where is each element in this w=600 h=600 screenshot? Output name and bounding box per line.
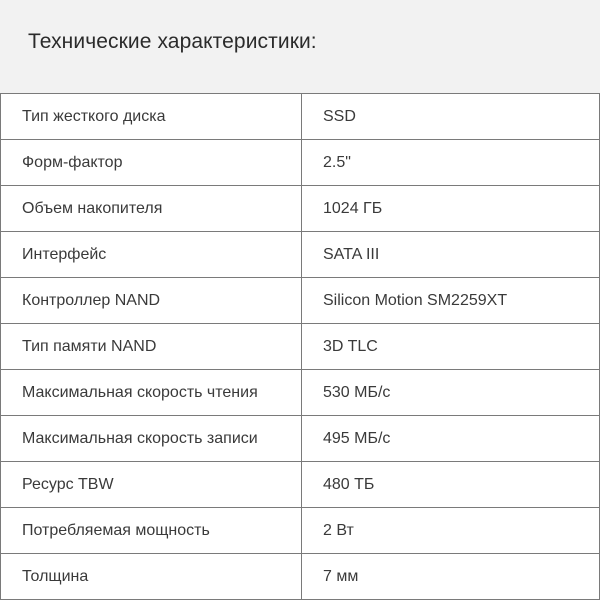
- table-row: [1, 140, 600, 186]
- spec-value: 7 мм: [302, 554, 600, 600]
- spec-value: 495 МБ/с: [302, 416, 600, 462]
- spec-name: Потребляемая мощность: [1, 508, 302, 554]
- page-title: Технические характеристики:: [28, 30, 317, 53]
- spec-table: [0, 93, 600, 600]
- spec-name: Максимальная скорость записи: [1, 416, 302, 462]
- spec-name: Тип памяти NAND: [1, 324, 302, 370]
- table-row: [1, 508, 600, 554]
- spec-value: 2 Вт: [302, 508, 600, 554]
- table-row: [1, 416, 600, 462]
- table-row: [1, 462, 600, 508]
- spec-value: SSD: [302, 94, 600, 140]
- table-row: [1, 232, 600, 278]
- table-row: [1, 370, 600, 416]
- spec-name: Форм-фактор: [1, 140, 302, 186]
- spec-name: Интерфейс: [1, 232, 302, 278]
- spec-value: 480 ТБ: [302, 462, 600, 508]
- table-row: [1, 324, 600, 370]
- table-row: [1, 278, 600, 324]
- table-row: [1, 186, 600, 232]
- spec-name: Контроллер NAND: [1, 278, 302, 324]
- spec-name: Ресурс TBW: [1, 462, 302, 508]
- spec-value: 530 МБ/с: [302, 370, 600, 416]
- table-row: [1, 94, 600, 140]
- spec-value: 3D TLC: [302, 324, 600, 370]
- spec-name: Объем накопителя: [1, 186, 302, 232]
- table-row: [1, 554, 600, 600]
- spec-value: 1024 ГБ: [302, 186, 600, 232]
- spec-name: Максимальная скорость чтения: [1, 370, 302, 416]
- spec-value: SATA III: [302, 232, 600, 278]
- spec-value: 2.5": [302, 140, 600, 186]
- spec-name: Тип жесткого диска: [1, 94, 302, 140]
- spec-value: Silicon Motion SM2259XT: [302, 278, 600, 324]
- spec-name: Толщина: [1, 554, 302, 600]
